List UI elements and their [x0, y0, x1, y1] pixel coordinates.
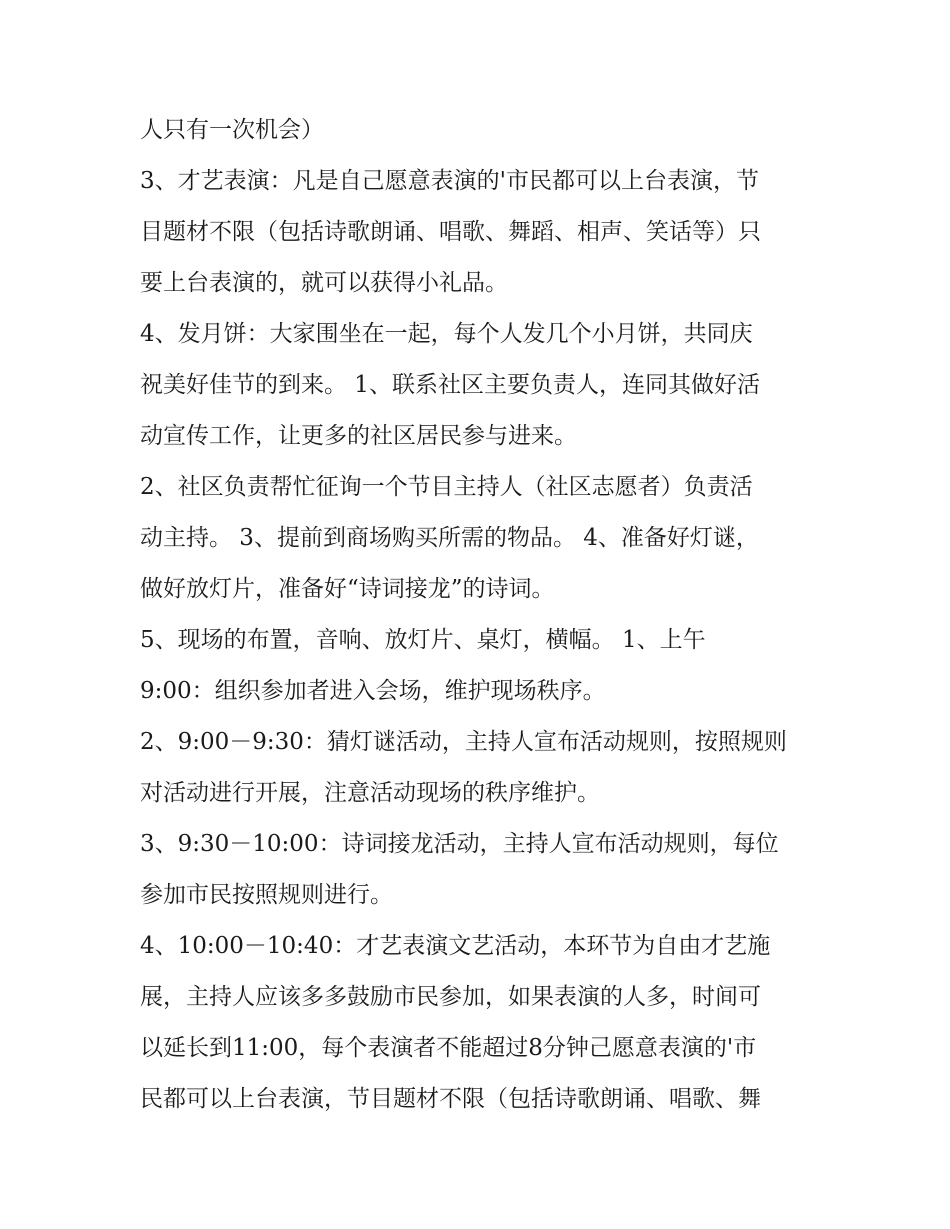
text-line: 参加市民按照规则进行。 [140, 882, 393, 908]
text-line: 做好放灯片，准备好“诗词接龙”的诗词。 [140, 576, 555, 602]
document-body [140, 105, 830, 1125]
text-line: 动宣传工作，让更多的社区居民参与进来。 [140, 423, 577, 449]
text-line: 祝美好佳节的到来。 1、联系社区主要负责人，连同其做好活 [140, 372, 760, 398]
text-line: 人只有一次机会） [140, 117, 324, 143]
text-line: 要上台表演的，就可以获得小礼品。 [140, 270, 508, 296]
text-line: 2、社区负责帮忙征询一个节目主持人（社区志愿者）负责活 [140, 474, 753, 500]
text-line: 9:00：组织参加者进入会场，维护现场秩序。 [140, 678, 606, 704]
text-line: 4、发月饼：大家围坐在一起，每个人发几个小月饼，共同庆 [140, 321, 753, 347]
text-line: 动主持。 3、提前到商场购买所需的物品。 4、准备好灯谜， [140, 525, 759, 551]
text-line: 以延长到11:00，每个表演者不能超过8分钟己愿意表演的'市 [140, 1035, 757, 1061]
text-line: 展，主持人应该多多鼓励市民参加，如果表演的人多，时间可 [140, 984, 761, 1010]
text-line: 目题材不限（包括诗歌朗诵、唱歌、舞蹈、相声、笑话等）只 [140, 219, 761, 245]
text-line: 5、现场的布置，音响、放灯片、桌灯，横幅。 1、上午 [140, 627, 706, 653]
text-line: 3、9:30－10:00：诗词接龙活动，主持人宣布活动规则，每位 [140, 831, 779, 857]
text-line: 2、9:00－9:30：猜灯谜活动，主持人宣布活动规则，按照规则 [140, 729, 787, 755]
text-line: 对活动进行开展，注意活动现场的秩序维护。 [140, 780, 600, 806]
text-line: 3、才艺表演：凡是自己愿意表演的'市民都可以上台表演，节 [140, 168, 759, 194]
text-line: 4、10:00－10:40：才艺表演文艺活动，本环节为自由才艺施 [140, 933, 771, 959]
text-line: 民都可以上台表演，节目题材不限（包括诗歌朗诵、唱歌、舞 [140, 1086, 761, 1112]
